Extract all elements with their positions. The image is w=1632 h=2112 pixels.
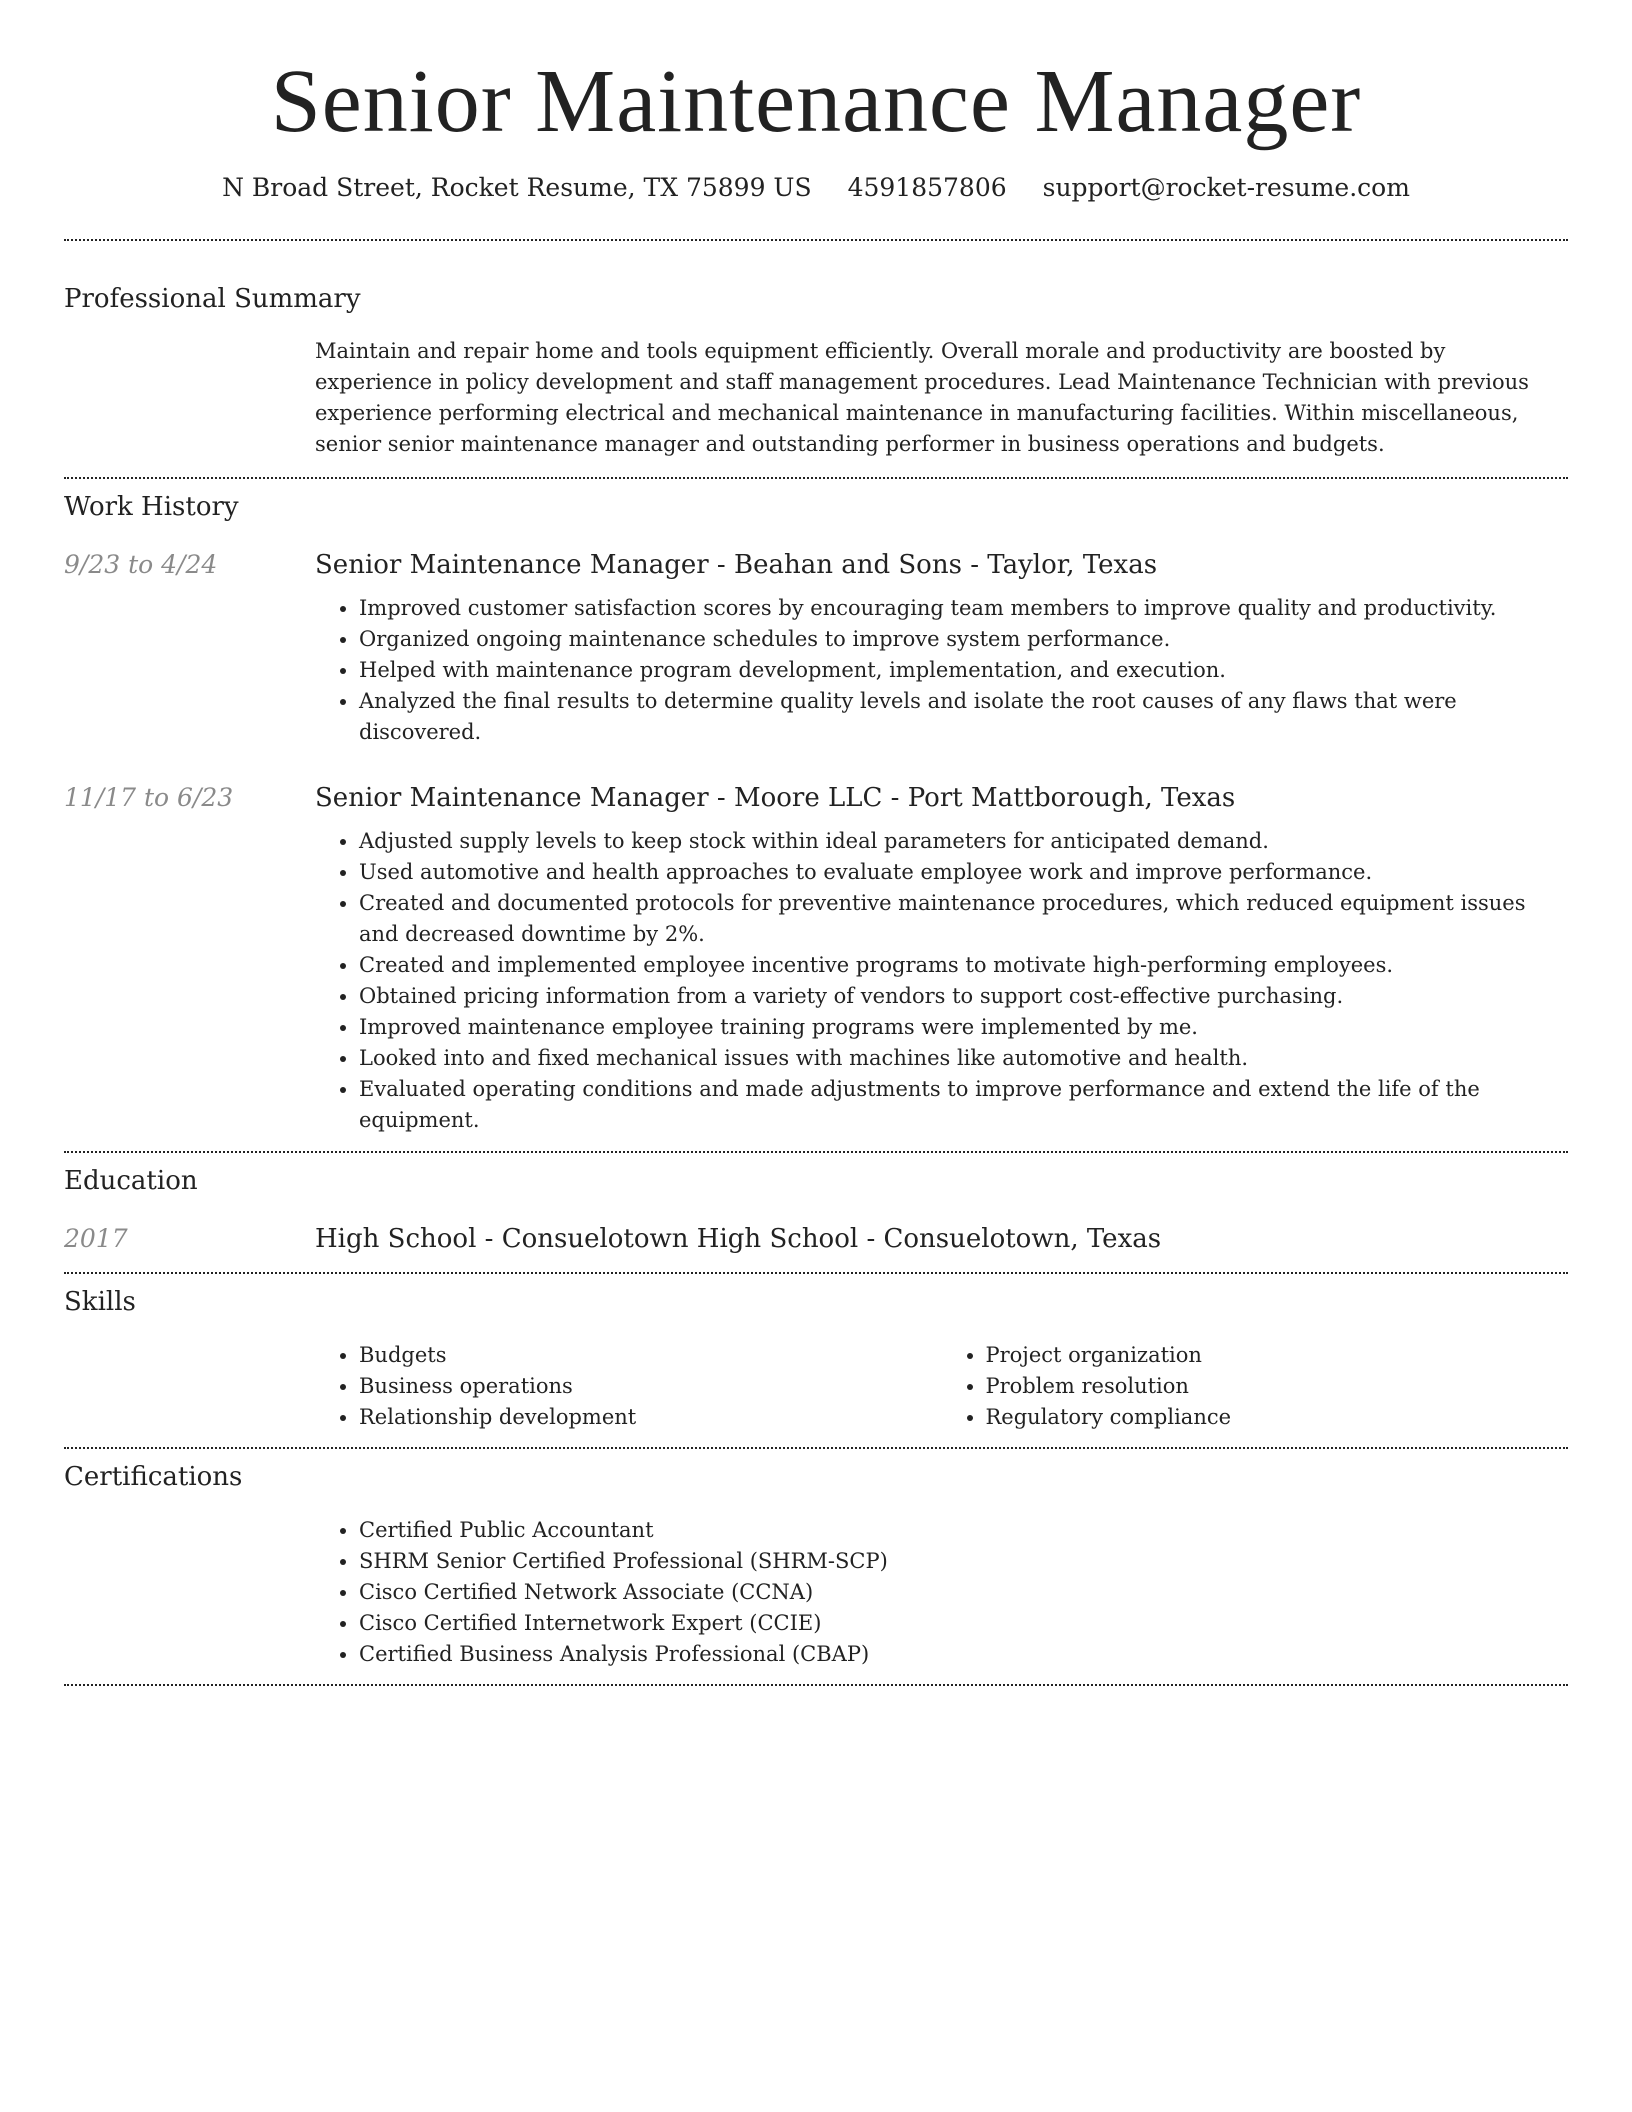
job-entry (64, 781, 1568, 1136)
list-item: • Created and documented protocols for preventive maintenance procedures, which reduced equipment issues and decreased downtime by 2%. (359, 888, 1568, 950)
job-bullets (315, 593, 1568, 748)
summary-section (64, 241, 1568, 460)
list-item: • Obtained pricing information from a variety of vendors to support cost-effective purchasing. (359, 981, 1568, 1012)
certification-item: • Certified Business Analysis Professional (CBAP) (359, 1639, 1568, 1670)
certification-item: • Cisco Certified Internetwork Expert (CCIE) (359, 1608, 1568, 1639)
list-item: • Evaluated operating conditions and made adjustments to improve performance and extend the life of the equipment. (359, 1074, 1568, 1136)
contact-email: support@rocket-resume.com (1042, 173, 1410, 202)
resume-page (64, 0, 1568, 1686)
list-item: • Looked into and fixed mechanical issues with machines like automotive and health. (359, 1043, 1568, 1074)
list-item: • Organized ongoing maintenance schedules to improve system performance. (359, 624, 1568, 655)
certification-item: • Cisco Certified Network Associate (CCNA) (359, 1577, 1568, 1608)
job-heading: Senior Maintenance Manager - Beahan and Sons - Taylor, Texas (315, 550, 1158, 580)
certifications-title: Certifications (64, 1462, 243, 1492)
certifications-section (64, 1449, 1568, 1670)
resume-header (64, 52, 1568, 204)
list-item: • Improved customer satisfaction scores by encouraging team members to improve quality and productivity. (359, 593, 1568, 624)
education-section (64, 1153, 1568, 1256)
list-item: • Used automotive and health approaches to evaluate employee work and improve performance. (359, 857, 1568, 888)
candidate-name: Senior Maintenance Manager (270, 52, 1362, 151)
skill-item: • Budgets (359, 1340, 942, 1371)
education-year: 2017 (64, 1224, 128, 1253)
list-item: • Created and implemented employee incentive programs to motivate high-performing employees. (359, 950, 1568, 981)
summary-title: Professional Summary (64, 284, 361, 314)
skill-item: • Regulatory compliance (986, 1402, 1569, 1433)
job-entry (64, 548, 1568, 748)
work-history-section (64, 479, 1568, 1136)
skill-item: • Project organization (986, 1340, 1569, 1371)
education-title: Education (64, 1166, 198, 1196)
skill-item: • Business operations (359, 1371, 942, 1402)
skills-title: Skills (64, 1287, 136, 1317)
certifications-list (315, 1515, 1568, 1670)
list-item: • Analyzed the final results to determine quality levels and isolate the root causes of any flaws that were discovered. (359, 686, 1568, 748)
skills-list-left (315, 1340, 942, 1433)
contact-phone: 4591857806 (847, 173, 1007, 202)
job-heading: Senior Maintenance Manager - Moore LLC - Port Mattborough, Texas (315, 783, 1236, 813)
summary-text: Maintain and repair home and tools equipment efficiently. Overall morale and productivity are boosted by experience in policy development and staff management procedures. Lead Maintenance Technician with previous experience performing electrical and mechanical maintenance in manufacturing facilities. Within miscellaneous, senior senior maintenance manager and outstanding performer in business operations and budgets. (315, 339, 1529, 456)
certification-item: • SHRM Senior Certified Professional (SHRM-SCP) (359, 1546, 1568, 1577)
job-bullets (315, 826, 1568, 1136)
contact-address: N Broad Street, Rocket Resume, TX 75899 US (222, 173, 812, 202)
job-dates: 11/17 to 6/23 (64, 783, 234, 812)
certification-item: • Certified Public Accountant (359, 1515, 1568, 1546)
contact-line (64, 172, 1568, 204)
education-entry (64, 1222, 1568, 1256)
skills-section (64, 1274, 1568, 1433)
work-history-title: Work History (64, 492, 239, 522)
list-item: • Helped with maintenance program development, implementation, and execution. (359, 655, 1568, 686)
skills-list-right (942, 1340, 1569, 1433)
education-heading: High School - Consuelotown High School - Consuelotown, Texas (315, 1224, 1162, 1254)
list-item: • Improved maintenance employee training programs were implemented by me. (359, 1012, 1568, 1043)
list-item: • Adjusted supply levels to keep stock within ideal parameters for anticipated demand. (359, 826, 1568, 857)
divider (64, 1684, 1568, 1686)
job-dates: 9/23 to 4/24 (64, 550, 218, 579)
skill-item: • Problem resolution (986, 1371, 1569, 1402)
skill-item: • Relationship development (359, 1402, 942, 1433)
